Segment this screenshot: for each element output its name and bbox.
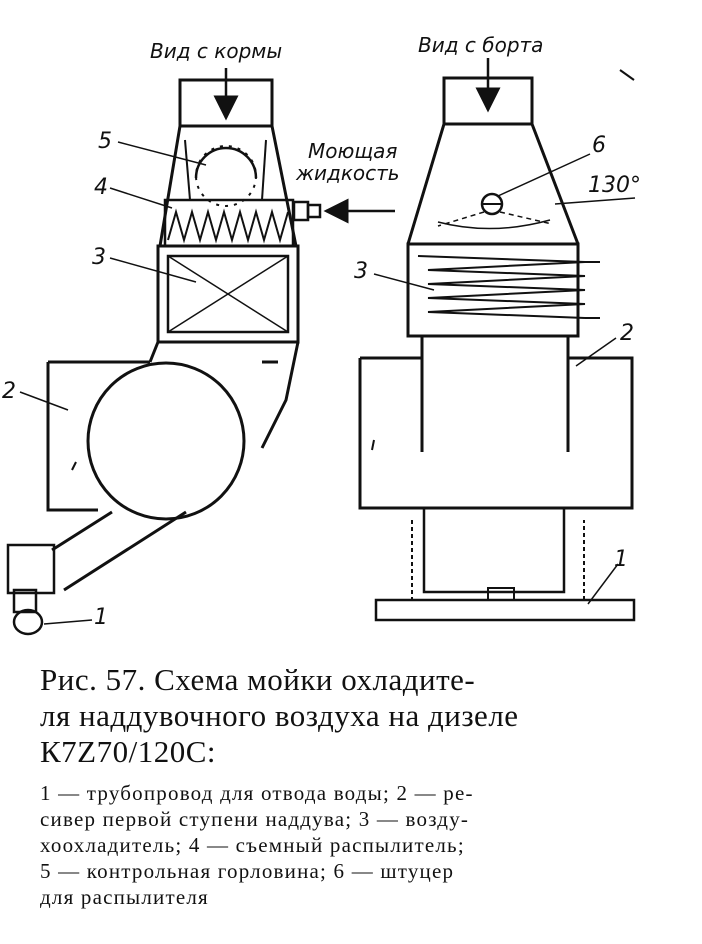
figure-caption — [40, 662, 680, 910]
caption-title-line-3: К7Z70/120С: — [40, 734, 217, 769]
drain-pipe — [14, 610, 42, 634]
left-view — [8, 39, 400, 634]
drain-tray — [424, 508, 564, 592]
legend-line-2: сивер первой ступени наддува; 3 — возду- — [40, 807, 470, 831]
callout-5: 5 — [98, 129, 112, 154]
callout-1-right: 1 — [614, 547, 628, 572]
caption-title-line-1: Рис. 57. Схема мойки охладите- — [40, 662, 476, 697]
callout-6: 6 — [592, 133, 606, 158]
nozzle-fitting — [294, 202, 308, 220]
view-left-label: Вид с кормы — [150, 39, 283, 63]
callout-4: 4 — [94, 175, 108, 200]
callout-2-left: 2 — [2, 379, 16, 404]
right-diffuser — [408, 124, 578, 244]
caption-legend — [40, 780, 680, 910]
spray-angle-label: 130° — [588, 173, 641, 198]
callout-3-right: 3 — [354, 259, 368, 284]
right-view — [360, 33, 641, 620]
legend-line-4: 5 — контрольная горловина; 6 — штуцер — [40, 859, 455, 883]
receiver-circle — [88, 363, 244, 519]
callout-2-right: 2 — [620, 321, 634, 346]
callout-1-left: 1 — [94, 605, 108, 630]
legend-line-3: хоохладитель; 4 — съемный распылитель; — [40, 833, 465, 857]
legend-line-1: 1 — трубопровод для отвода воды; 2 — ре- — [40, 781, 474, 805]
legend-line-5: для распылителя — [40, 885, 209, 909]
view-right-label: Вид с борта — [418, 33, 544, 57]
washing-liquid-label-1: Моющая — [308, 139, 398, 163]
caption-title-line-2: ля наддувочного воздуха на дизеле — [40, 698, 519, 733]
drain-box — [8, 545, 54, 593]
callout-3-left: 3 — [92, 245, 106, 270]
right-receiver — [360, 358, 632, 508]
washing-liquid-label-2: жидкость — [296, 161, 400, 185]
base-plate — [376, 600, 634, 620]
